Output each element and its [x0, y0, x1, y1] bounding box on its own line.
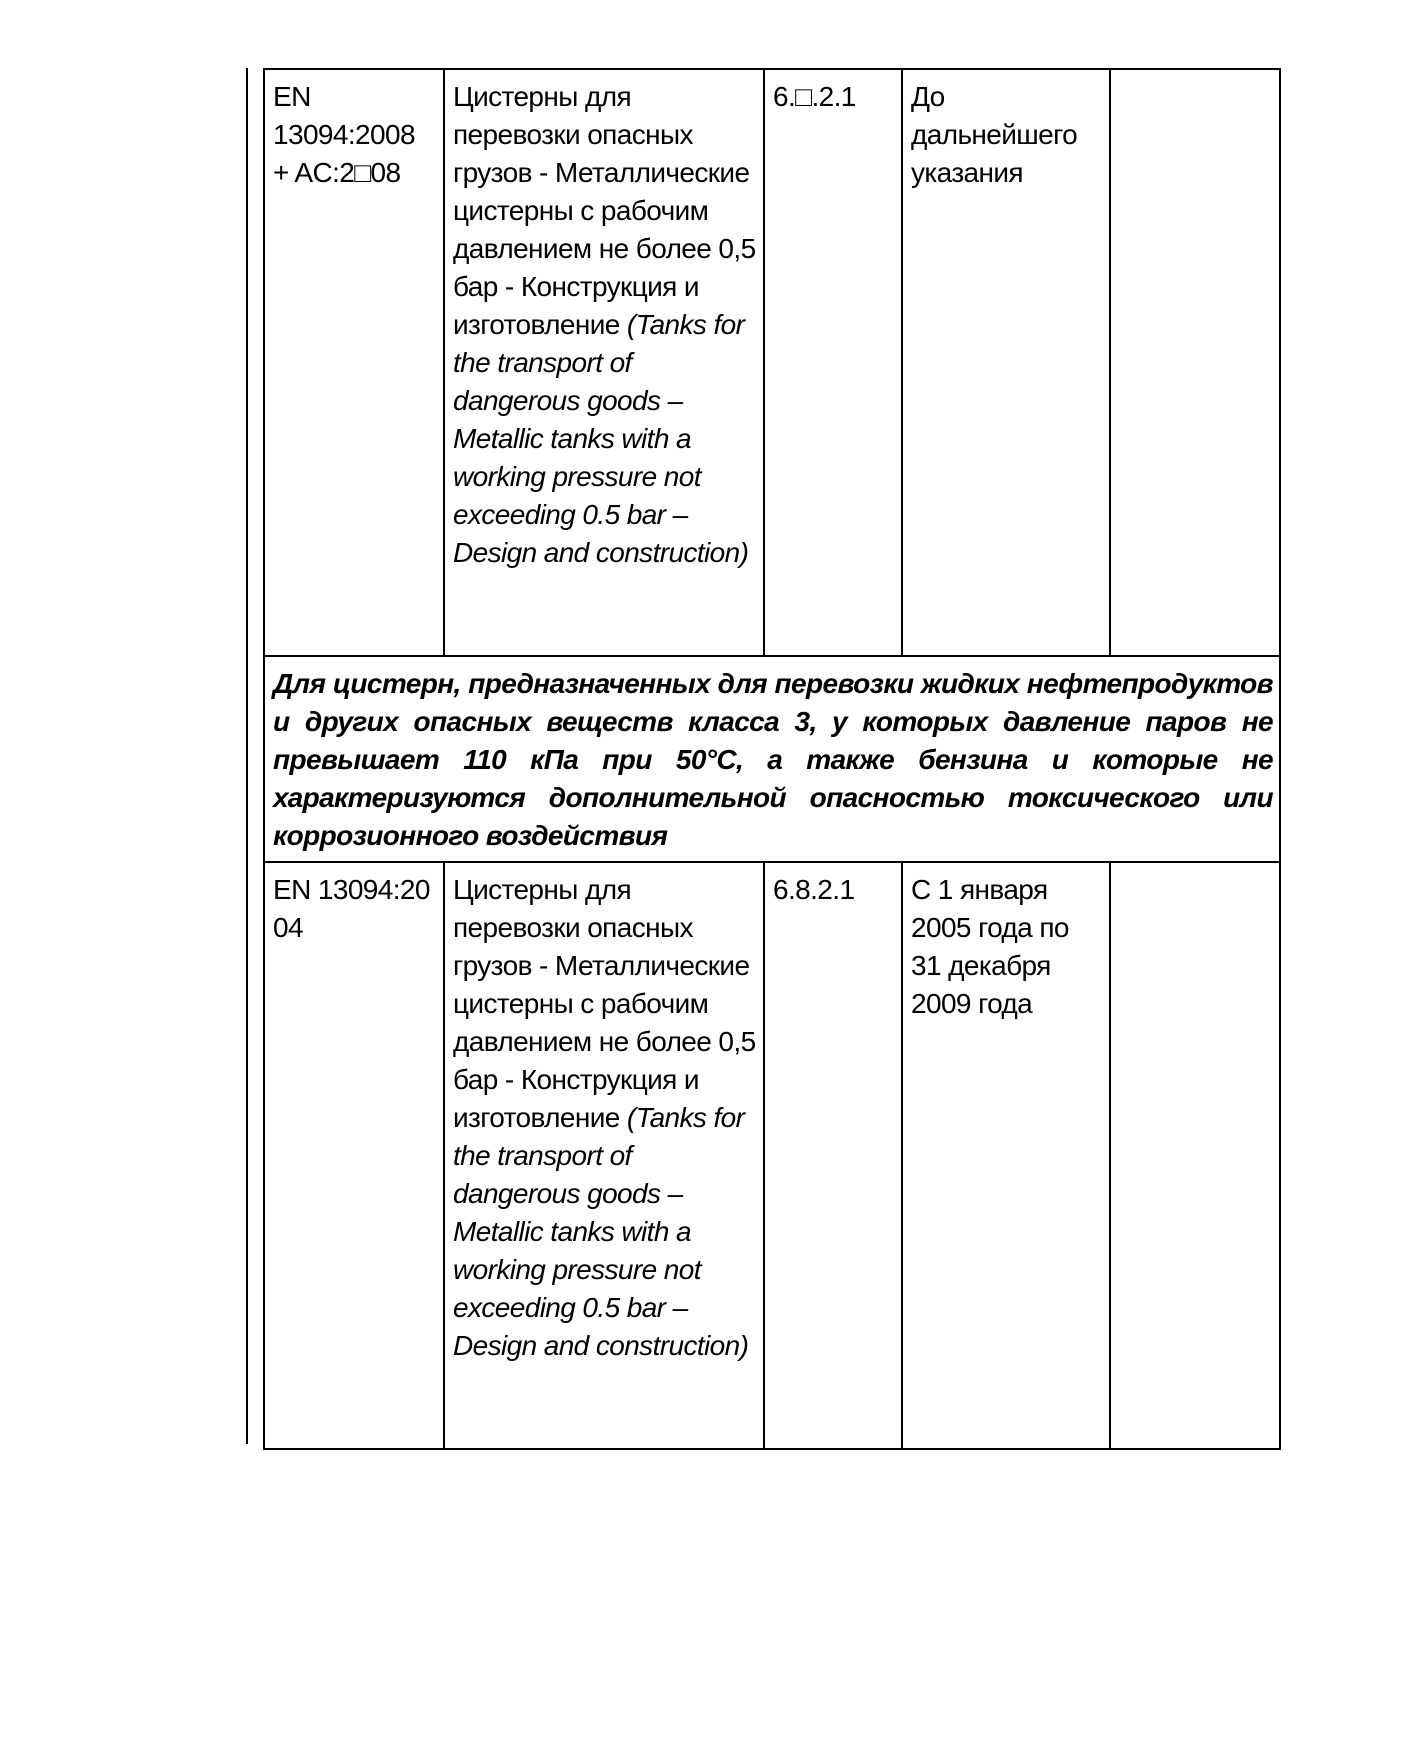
standard-reference: EN 13094:2004: [273, 874, 430, 943]
section-cell: [764, 69, 902, 656]
standard-reference: EN 13094:2008 + AC:2□08: [273, 81, 415, 188]
title-en: (Tanks for the transport of dangerous goods – Metallic tanks with a working pressure not exceeding 0.5 bar – Design and construction): [453, 309, 749, 568]
section-heading: Для цистерн, предназначенных для перевозки жидких нефтепродуктов и других опасных веществ класса 3, у которых давление паров не превышает 110 кПа при 50°С, а также бензина и которые не характеризуются дополнительной опасностью токсического или коррозионного воздействия: [264, 656, 1280, 862]
title-ru: Цистерны для перевозки опасных грузов - Металлические цистерны с рабочим давлением не более 0,5 бар - Конструкция и изготовление: [453, 874, 756, 1133]
section-reference: 6.8.2.1: [773, 874, 855, 905]
applicability-text: С 1 января 2005 года по 31 декабря 2009 года: [911, 874, 1069, 1019]
title-ru: Цистерны для перевозки опасных грузов - Металлические цистерны с рабочим давлением не более 0,5 бар - Конструкция и изготовление: [453, 81, 756, 340]
standard-cell: [264, 69, 444, 656]
title-cell: [444, 862, 764, 1449]
standard-cell: [264, 862, 444, 1449]
section-heading-row: [264, 656, 1280, 862]
extra-cell: [1110, 862, 1280, 1449]
section-cell: [764, 862, 902, 1449]
applicability-cell: [902, 862, 1110, 1449]
standards-table: [263, 68, 1281, 1450]
title-en: (Tanks for the transport of dangerous goods – Metallic tanks with a working pressure not exceeding 0.5 bar – Design and construction): [453, 1102, 749, 1361]
applicability-text: До дальнейшего указания: [911, 81, 1078, 188]
applicability-cell: [902, 69, 1110, 656]
table-row: [264, 69, 1280, 656]
title-cell: [444, 69, 764, 656]
table-row: [264, 862, 1280, 1449]
revision-margin-bar: [246, 68, 248, 1444]
extra-cell: [1110, 69, 1280, 656]
section-reference: 6.□.2.1: [773, 81, 856, 112]
